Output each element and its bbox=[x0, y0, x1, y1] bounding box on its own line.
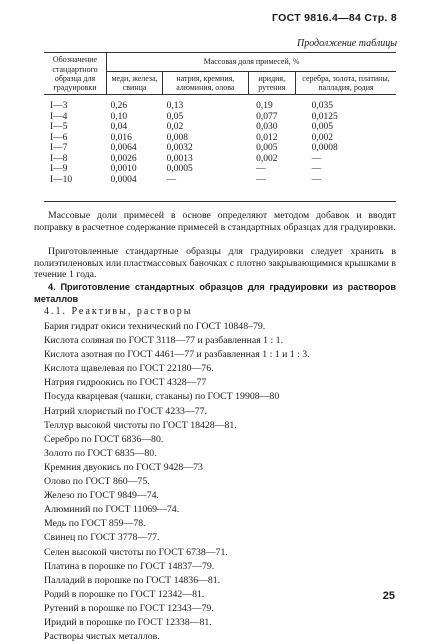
table-cell: 0,0004 bbox=[110, 174, 137, 185]
table-cell: 0,19 bbox=[256, 101, 273, 112]
table-row bbox=[44, 112, 396, 123]
table-cell: 0,002 bbox=[311, 132, 333, 143]
table-cell: 0,0005 bbox=[166, 164, 193, 175]
table-row bbox=[44, 143, 396, 154]
reagent-item: Родий в порошке по ГОСТ 12342—81. bbox=[44, 588, 205, 600]
table-cell: 0,0032 bbox=[166, 143, 193, 154]
table-row bbox=[44, 175, 396, 186]
table-cell: 0,10 bbox=[110, 111, 128, 122]
table-row bbox=[44, 122, 396, 133]
reagent-item: Палладий в порошке по ГОСТ 14836—81. bbox=[44, 574, 221, 586]
table-cell: — bbox=[311, 164, 322, 175]
column-group-header: Массовая доля примесей, % bbox=[107, 53, 397, 72]
table-cell: I—5 bbox=[50, 122, 68, 133]
reagent-item: Кислота соляная по ГОСТ 3118—77 и разбавленная 1 : 1. bbox=[44, 335, 284, 347]
table-cell: 0,035 bbox=[311, 101, 333, 112]
table-cell: 0,077 bbox=[256, 111, 278, 122]
subsection-heading: 4.1. Реактивы, растворы bbox=[44, 306, 193, 317]
reagent-item: Посуда кварцевая (чашки, стаканы) по ГОСТ 19908—80 bbox=[44, 391, 280, 403]
table-cell: 0,008 bbox=[166, 132, 188, 143]
table-cell: 0,02 bbox=[166, 122, 184, 133]
table-cell: — bbox=[256, 174, 266, 185]
table-cell: 0,005 bbox=[311, 122, 333, 133]
reagent-item: Медь по ГОСТ 859—78. bbox=[44, 518, 146, 530]
reagent-item: Алюминий по ГОСТ 11069—74. bbox=[44, 504, 180, 516]
table-cell: 0,0013 bbox=[166, 153, 193, 164]
table-cell: 0,005 bbox=[256, 143, 278, 154]
table-cell: — bbox=[166, 174, 177, 185]
table-cell: I—9 bbox=[50, 164, 68, 175]
reagent-item: Олово по ГОСТ 860—75. bbox=[44, 476, 150, 488]
column-header-copper: меди, железа, свинца bbox=[107, 72, 163, 95]
paragraph-text: Массовые доли примесей в основе определяют методом добавок и вводят поправку в расчетное содержание примесей в стандартных образцах для градуировки. bbox=[34, 210, 396, 233]
table-cell: 0,016 bbox=[110, 132, 132, 143]
reagent-item: Бария гидрат окиси технический по ГОСТ 10848–79. bbox=[44, 321, 266, 332]
table-cell: 0,0026 bbox=[110, 153, 137, 164]
table-cell: 0,0008 bbox=[311, 143, 338, 154]
table-cell: I—6 bbox=[50, 132, 68, 143]
section-heading: 4. Приготовление стандартных образцов для градуировки из растворов металлов bbox=[34, 282, 396, 304]
table-cell: I—10 bbox=[50, 174, 73, 185]
reagent-item: Натрия гидроокись по ГОСТ 4328—77 bbox=[44, 377, 207, 389]
table-cell: I—4 bbox=[50, 111, 68, 122]
table-cell: 0,05 bbox=[166, 111, 184, 122]
reagent-item: Платина в порошке по ГОСТ 14837—79. bbox=[44, 560, 215, 572]
page-header: ГОСТ 9816.4—84 Стр. 8 bbox=[272, 12, 397, 24]
paragraph-additions bbox=[34, 210, 396, 233]
table-cell: 0,0010 bbox=[110, 164, 137, 175]
reagent-item: Серебро по ГОСТ 6836—80. bbox=[44, 433, 164, 445]
table-row bbox=[44, 133, 396, 144]
reagent-item: Железо по ГОСТ 9849—74. bbox=[44, 490, 159, 502]
table-row bbox=[44, 95, 396, 112]
table-cell: — bbox=[311, 153, 322, 164]
impurity-table bbox=[44, 52, 396, 185]
paragraph-text: Приготовленные стандартные образцы для градуировки следует хранить в полиэтиленовых или пластмассовых баночках с плотно закрывающимися крышками в течение 1 года. bbox=[34, 246, 396, 280]
table-continuation-title: Продолжение таблицы bbox=[296, 38, 397, 49]
table-cell: — bbox=[256, 164, 266, 175]
table-cell: 0,002 bbox=[256, 153, 278, 164]
table-cell: I—8 bbox=[50, 153, 68, 164]
column-header-iridium: иридия, рутения bbox=[248, 72, 296, 95]
reagent-item: Растворы чистых металлов. bbox=[44, 631, 160, 643]
reagents-list bbox=[44, 320, 310, 644]
column-header-sodium: натрия, кремния, алюминия, олова bbox=[163, 72, 248, 95]
table-cell: 0,13 bbox=[166, 101, 184, 112]
table-cell: I—3 bbox=[50, 101, 68, 112]
paragraph-storage bbox=[34, 246, 396, 281]
table-cell: I—7 bbox=[50, 143, 68, 154]
reagent-item: Золото по ГОСТ 6835—80. bbox=[44, 447, 157, 459]
table-cell: 0,26 bbox=[110, 101, 128, 112]
table-body bbox=[44, 95, 396, 186]
reagent-item: Иридий в порошке по ГОСТ 12338—81. bbox=[44, 616, 212, 628]
table-cell: 0,0125 bbox=[311, 111, 338, 122]
reagent-item: Теллур высокой чистоты по ГОСТ 18428—81. bbox=[44, 419, 237, 431]
table-cell: 0,04 bbox=[110, 122, 128, 133]
reagent-item: Кислота щавелевая по ГОСТ 22180—76. bbox=[44, 363, 214, 375]
reagent-item: Натрий хлористый по ГОСТ 4233—77. bbox=[44, 405, 207, 417]
reagent-item: Кремния двуокись по ГОСТ 9428—73 bbox=[44, 461, 203, 473]
table-bottom-rule bbox=[44, 201, 396, 202]
column-header-silver: серебра, золота, платины, палладия, родия bbox=[296, 72, 396, 95]
table-row bbox=[44, 154, 396, 165]
reagent-item: Рутений в порошке по ГОСТ 12343—79. bbox=[44, 602, 214, 614]
table-cell: 0,012 bbox=[256, 132, 278, 143]
table-cell: 0,030 bbox=[256, 122, 278, 133]
table-row bbox=[44, 164, 396, 175]
reagent-item: Свинец по ГОСТ 3778—77. bbox=[44, 532, 160, 544]
reagent-item: Кислота азотная по ГОСТ 4461—77 и разбавленная 1 : 1 и 1 : 3. bbox=[44, 349, 310, 361]
reagent-item: Селен высокой чистоты по ГОСТ 6738—71. bbox=[44, 546, 228, 558]
table-cell: 0,0064 bbox=[110, 143, 137, 154]
page-number: 25 bbox=[382, 590, 395, 602]
column-header-sample: Обозначение стандартного образца для градуировки bbox=[44, 53, 107, 95]
table-cell: — bbox=[311, 174, 322, 185]
